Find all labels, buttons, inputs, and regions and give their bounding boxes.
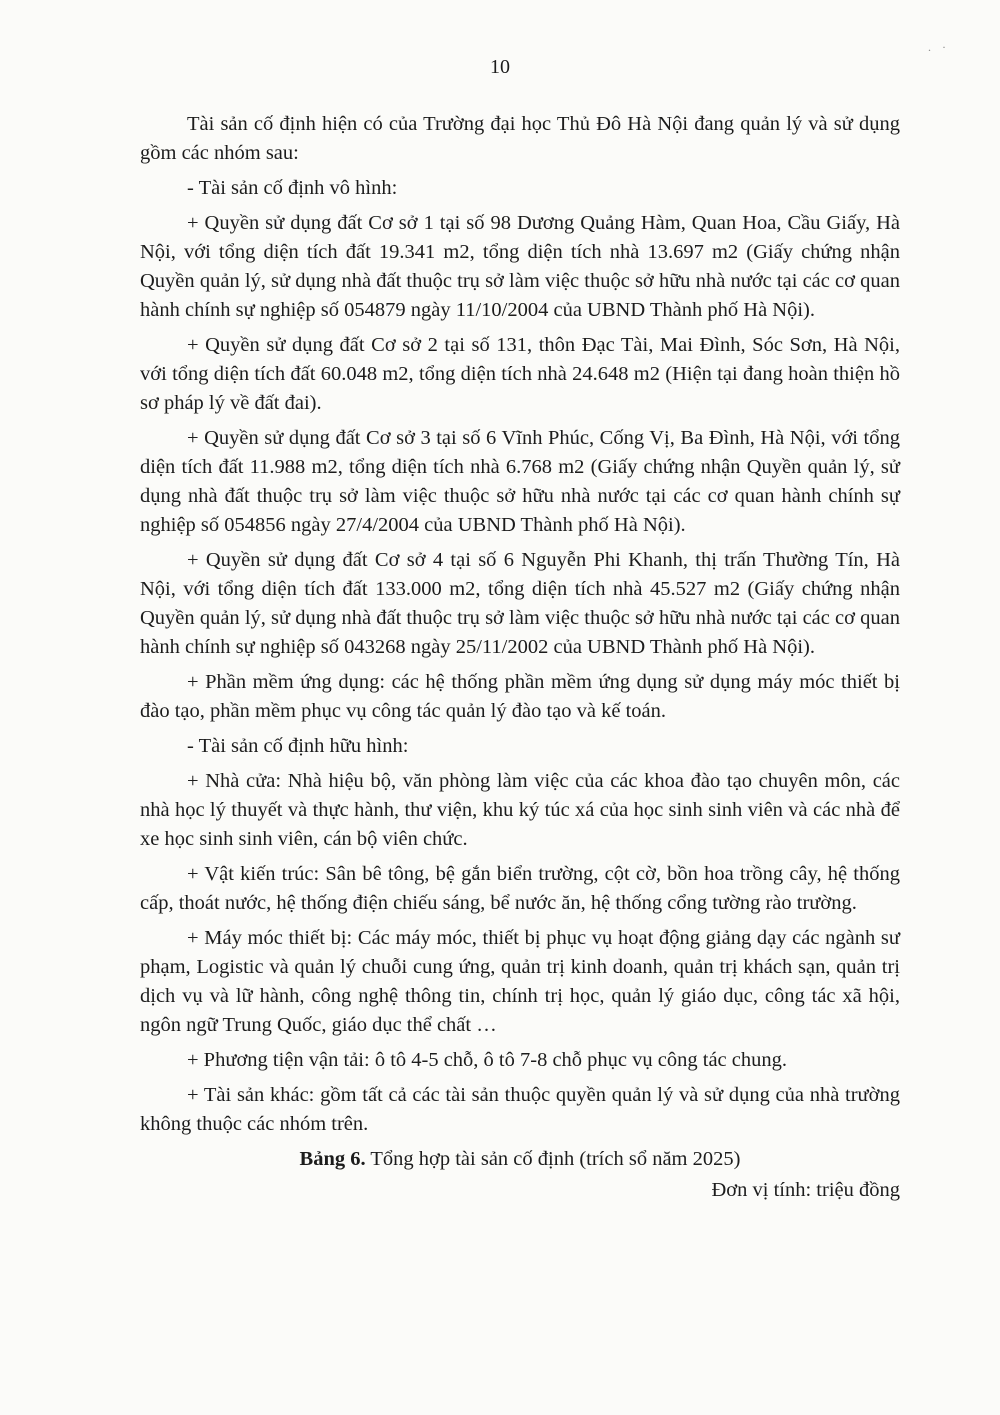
- structures-paragraph: + Vật kiến trúc: Sân bê tông, bệ gắn biển trường, cột cờ, bồn hoa trồng cây, hệ thống cấp, thoát nước, hệ thống điện chiếu sáng, bể nước ăn, hệ thống cổng tường rào trường.: [140, 863, 900, 914]
- tangible-assets-heading: - Tài sản cố định hữu hình:: [187, 735, 409, 757]
- buildings-paragraph: + Nhà cửa: Nhà hiệu bộ, văn phòng làm việc của các khoa đào tạo chuyên môn, các nhà học lý thuyết và thực hành, thư viện, khu ký túc xá của học sinh sinh viên và các nhà để xe học sinh sinh viên, cán bộ viên chức.: [140, 770, 900, 850]
- campus-4-land-paragraph: + Quyền sử dụng đất Cơ sở 4 tại số 6 Nguyễn Phi Khanh, thị trấn Thường Tín, Hà Nội, với tổng diện tích đất 133.000 m2, tổng diện tích nhà 45.527 m2 (Giấy chứng nhận Quyền quản lý, sử dụng nhà đất thuộc trụ sở làm việc thuộc sở hữu nhà nước tại các cơ quan hành chính sự nghiệp số 043268 ngày 25/11/2002 của UBND Thành phố Hà Nội).: [140, 549, 900, 658]
- unit-note: Đơn vị tính: triệu đồng: [711, 1179, 900, 1201]
- campus-3-land-paragraph: + Quyền sử dụng đất Cơ sở 3 tại số 6 Vĩnh Phúc, Cống Vị, Ba Đình, Hà Nội, với tổng diện tích đất 11.988 m2, tổng diện tích nhà 6.768 m2 (Giấy chứng nhận Quyền quản lý, sử dụng nhà đất thuộc trụ sở làm việc thuộc sở hữu nhà nước tại các cơ quan hành chính sự nghiệp số 054856 ngày 27/4/2004 của UBND Thành phố Hà Nội).: [140, 427, 900, 536]
- intro-paragraph: Tài sản cố định hiện có của Trường đại học Thủ Đô Hà Nội đang quản lý và sử dụng gồm các nhóm sau:: [140, 113, 900, 164]
- software-paragraph: + Phần mềm ứng dụng: các hệ thống phần mềm ứng dụng sử dụng máy móc thiết bị đào tạo, phần mềm phục vụ công tác quản lý đào tạo và kế toán.: [140, 671, 900, 722]
- page-number: 10: [490, 56, 510, 78]
- campus-2-land-paragraph: + Quyền sử dụng đất Cơ sở 2 tại số 131, thôn Đạc Tài, Mai Đình, Sóc Sơn, Hà Nội, với tổng diện tích đất 60.048 m2, tổng diện tích nhà 24.648 m2 (Hiện tại đang hoàn thiện hồ sơ pháp lý về đất đai).: [140, 334, 900, 414]
- campus-1-land-paragraph: + Quyền sử dụng đất Cơ sở 1 tại số 98 Dương Quảng Hàm, Quan Hoa, Cầu Giấy, Hà Nội, với tổng diện tích đất 19.341 m2, tổng diện tích nhà 13.697 m2 (Giấy chứng nhận Quyền quản lý, sử dụng nhà đất thuộc trụ sở làm việc thuộc sở hữu nhà nước tại các cơ quan hành chính sự nghiệp số 054879 ngày 11/10/2004 của UBND Thành phố Hà Nội).: [140, 212, 900, 321]
- body-text: [140, 110, 900, 1205]
- other-assets-paragraph: + Tài sản khác: gồm tất cả các tài sản thuộc quyền quản lý và sử dụng của nhà trường không thuộc các nhóm trên.: [140, 1084, 900, 1135]
- vehicles-paragraph: + Phương tiện vận tải: ô tô 4-5 chỗ, ô tô 7-8 chỗ phục vụ công tác chung.: [187, 1049, 787, 1071]
- equipment-paragraph: + Máy móc thiết bị: Các máy móc, thiết bị phục vụ hoạt động giảng dạy các ngành sư phạm, Logistic và quản lý chuỗi cung ứng, quản trị kinh doanh, quản trị khách sạn, quản trị dịch vụ và lữ hành, công nghệ thông tin, chính trị học, quản lý giáo dục, công tác xã hội, ngôn ngữ Trung Quốc, giáo dục thể chất …: [140, 927, 900, 1036]
- table-caption-label: Bảng 6.: [299, 1148, 366, 1170]
- intangible-assets-heading: - Tài sản cố định vô hình:: [187, 177, 398, 199]
- table-caption-text: Tổng hợp tài sản cố định (trích sổ năm 2025): [365, 1148, 741, 1170]
- table-caption: [140, 1145, 900, 1174]
- scan-corner-marks: . ·: [928, 40, 950, 54]
